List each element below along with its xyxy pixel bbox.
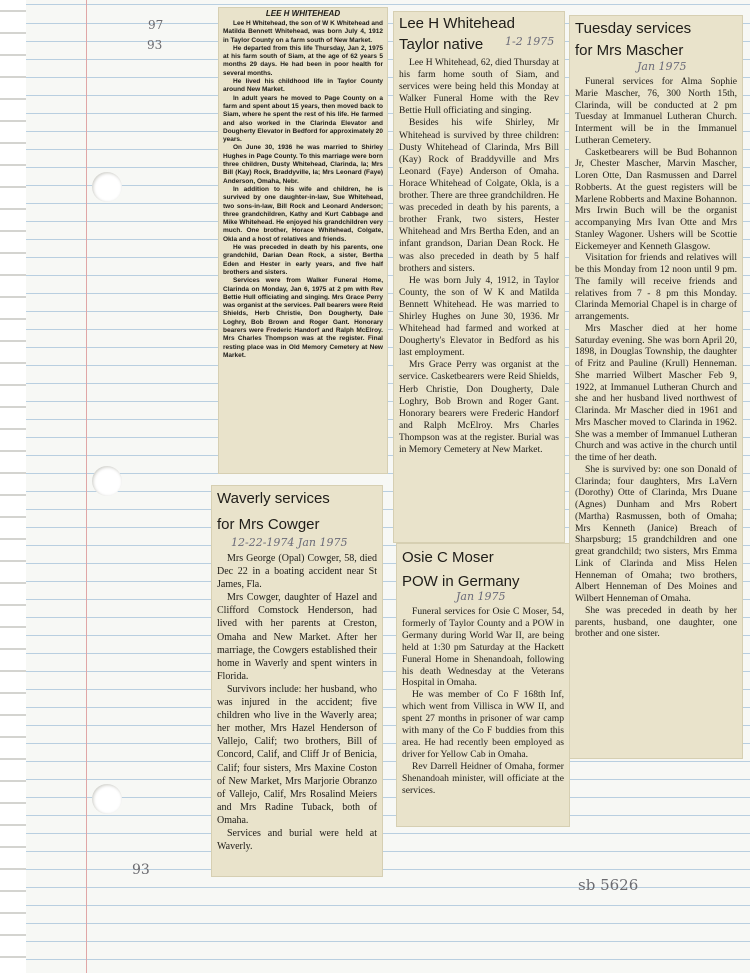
binder-hole-bottom (92, 784, 122, 814)
paragraph: He departed from this life Thursday, Jan 2, 1975 at his farm south of Siam, at the age of 62 years 5 months 29 days. He had been in poor health for several months. (223, 44, 383, 77)
paragraph: He lived his childhood life in Taylor County around New Market. (223, 78, 383, 94)
headline-line-2: Taylor native (399, 36, 484, 53)
handwritten-date: 12-22-1974 Jan 1975 (231, 536, 348, 549)
paragraph: He was preceded in death by his parents, one grandchild, Darian Dean Rock, a sister, Bertha Eden and Hester in early years, and five half brothers and sisters. (223, 244, 383, 276)
clipping-header: LEE H WHITEHEAD (265, 9, 341, 18)
headline-line-2: for Mrs Mascher (575, 42, 684, 59)
paragraph: Casketbearers will be Bud Bohannon Jr, Chester Mascher, Marvin Mascher, Loren Otte, Dan Rasmussen and Darrel Robberts. At the guest registers will be Marlene Robberts and Maxine Bohannon. Mrs Irwin Buch will be the organist accompanying Mrs Ivan Otte and Mrs Stanley Wagoner. Ushers will be Scottie Eickemeyer and Kenneth Glasgow. (575, 146, 737, 252)
paragraph: Visitation for friends and relatives will be this Monday from 12 noon until 9 pm. The family will receive friends and relatives from 7 - 8 pm this Monday. Clarinda Memorial Chapel is in charge of arrangements. (575, 252, 737, 322)
paragraph: In addition to his wife and children, he is survived by one daughter-in-law, Sue Whitehead, two sons-in-law, Bill Rock and Leonard Anderson; three grandchildren, Kathy and Kurt Cabbage and Mike Whitehead. He enjoyed his grandchildren very much. One brother, Horace Whitehead, Colgate, Okla and a host of relatives and friends. (223, 185, 383, 243)
paragraph: Besides his wife Shirley, Mr Whitehead is survived by three children: Dusty Whitehead of Clarinda, Mrs Bill (Kay) Rock of Braddyville and Mrs Leonard (Faye) Anderson of Omaha. Horace Whitehead of Colgate, Okla, is a brother. There are three grandchildren. He was preceded in death by his parents, a brother Frank, two sisters, Hester Whitehead and Mrs Bertha Eden, and an infant grandson, Darian Dean Rock. He was also preceded in death by 5 half brothers and sisters. (399, 118, 559, 274)
paragraph: She is survived by: one son Donald of Clarinda; four daughters, Mrs LaVern (Dorothy) Otte of Clarinda, Mrs Duane (Agnes) Dunham and Mrs Robert (Martha) Rasmussen, both of Omaha; Mrs Kenneth (Janice) Breach of Sharpsburg; 15 grandchildren and one great grandchild; two sisters, Mrs Emma Link of Clarinda and Miss Helen Henneman of Omaha; two brothers, Albert Henneman of Des Moines and Wilbert Henneman of Omaha. (575, 463, 737, 604)
paragraph: Services and burial were held at Waverly. (217, 827, 377, 853)
headline-line-2: for Mrs Cowger (217, 516, 320, 533)
clipping-osie-moser (397, 544, 569, 826)
paragraph: Funeral services for Alma Sophie Marie Mascher, 76, 300 North 15th, Clarinda, will be conducted at 2 pm Tuesday at Immanuel Lutheran Church. Interment will be in the Immanuel Lutheran Cemetery. (575, 76, 737, 146)
binder-hole-top (92, 172, 122, 202)
paragraph: Lee H Whitehead, the son of W K Whitehead and Matilda Bennett Whitehead, was born July 4, 1912 in Taylor County on a farm south of New Market. (223, 20, 383, 44)
article-body (575, 76, 737, 640)
paragraph: Funeral services for Osie C Moser, 54, formerly of Taylor County and a POW in Germany during World War II, are being held at 1:30 pm Saturday at the Hackett Funeral Home in Shenandoah, following his death Wednesday at the Veterans Hospital in Omaha. (402, 606, 564, 689)
paragraph: Survivors include: her husband, who was injured in the accident; five children who live in the Waverly area; her mother, Mrs Hazel Henderson of Vallejo, Calif; two brothers, Bill of Concord, Calif, and Cliff Jr of Benicia, Calif; four sisters, Mrs Maxine Coston of New Market, Mrs Marjorie Obranzo of Vallejo, Calif, Mrs Rosalind Meiers and Mrs Radine Tuback, both of Omaha. (217, 683, 377, 826)
clipping-mrs-cowger (212, 486, 382, 876)
pencil-catalog-number: sb 5626 (578, 876, 639, 894)
article-body (402, 606, 564, 797)
paragraph: Mrs Grace Perry was organist at the service. Casketbearers were Reid Shields, Herb Christie, Don Dougherty, Dale Loghry, Bob Brown and Roger Gant. Honorary bearers were Frederic Handorf and Ralph McElroy. Mrs Charles Thompson was at the register. Burial was in Memory Cemetery at New Market. (399, 360, 559, 455)
binder-hole-middle (92, 466, 122, 496)
spiral-binding-edge (0, 0, 26, 973)
paragraph: Mrs Mascher died at her home Saturday evening. She was born April 20, 1898, in Douglas Township, the daughter of Fritz and Pauline (Krull) Henneman. She married Wilbert Mascher Feb 9, 1922, at Immanuel Lutheran Church and she and her husband lived northwest of Clarinda. Mr Mascher died in 1961 and Mrs Mascher moved to Clarinda in 1962. She was a member of Immanuel Lutheran Church and was active in the church until the time of her death. (575, 322, 737, 463)
paragraph: He was born July 4, 1912, in Taylor County, the son of W K and Matilda Bennett Whitehead. He was married to Shirley Hughes on June 30, 1936. Mr Whitehead had farmed and worked at Dougherty's Elevator in Bedford as his last employment. (399, 275, 559, 359)
pencil-mark-97: 97 (148, 18, 164, 32)
paragraph: Lee H Whitehead, 62, died Thursday at his farm home south of Siam, and services were being held this Monday at Walker Funeral Home with the Rev Bettie Hull officiating and singing. (399, 58, 559, 117)
handwritten-date: Jan 1975 (456, 590, 506, 603)
article-body (223, 20, 383, 360)
headline-line-1: Tuesday services (575, 20, 692, 37)
clipping-lee-whitehead-taylor-native (394, 12, 564, 542)
headline-line-1: Osie C Moser (402, 549, 494, 566)
headline-line-1: Waverly services (217, 490, 330, 507)
paragraph: Services were from Walker Funeral Home, Clarinda on Monday, Jan 6, 1975 at 2 pm with Rev Bettie Hull officiating and singing. Mrs Grace Perry was organist at the services. Pall bearers were Reid Shields, Herb Christie, Don Dougherty, Dale Loghry, Bob Brown and Roger Gant. Honorary bearers were Frederic Handorf and Ralph McElroy. Mrs Charles Thompson was at the register. Final resting place was in Old Memory Cemetery at New Market. (223, 277, 383, 359)
paragraph: He was member of Co F 168th Inf, which went from Villisca in WW II, and spent 27 months in prisoner of war camp with many of the Co F buddies from this area. He had recently been employed as driver for Yellow Cab in Omaha. (402, 689, 564, 760)
headline-line-1: Lee H Whitehead (399, 15, 515, 32)
paragraph: Rev Darrell Heidner of Omaha, former Shenandoah minister, will officiate at the services. (402, 760, 564, 796)
handwritten-date: Jan 1975 (637, 60, 687, 73)
paragraph: In adult years he moved to Page County on a farm and spent about 15 years, then moved back to Siam, where he spent the rest of his life. He farmed and also worked in the Clarinda Elevator and Dougherty Elevator in Bedford for approximately 20 years. (223, 94, 383, 144)
paragraph: On June 30, 1936 he was married to Shirley Hughes in Page County. To this marriage were born three children, Dusty Whitehead, Clarinda, Ia; Mrs Bill (Kay) Rock, Braddyville, Ia; Mrs Leonard (Faye) Anderson, Omaha, Nebr. (223, 144, 383, 185)
pencil-page-number: 93 (132, 862, 150, 878)
margin-line (86, 0, 87, 973)
article-body (217, 552, 377, 853)
clipping-lee-whitehead-obituary (219, 8, 387, 473)
clipping-mrs-mascher (570, 16, 742, 758)
headline-line-2: POW in Germany (402, 573, 520, 590)
article-body (399, 57, 559, 456)
paragraph: Mrs Cowger, daughter of Hazel and Clifford Comstock Henderson, had lived with her parents at Creston, Omaha and New Market. After her marriage, the Cowgers established their home in Waverly and spent winters in Florida. (217, 592, 377, 682)
handwritten-date: 1-2 1975 (505, 35, 555, 48)
paragraph: Mrs George (Opal) Cowger, 58, died Dec 22 in a boating accident near St James, Fla. (217, 553, 377, 591)
pencil-mark-93: 93 (147, 38, 163, 52)
paragraph: She was preceded in death by her parents, husband, one daughter, one brother and one sister. (575, 604, 737, 640)
